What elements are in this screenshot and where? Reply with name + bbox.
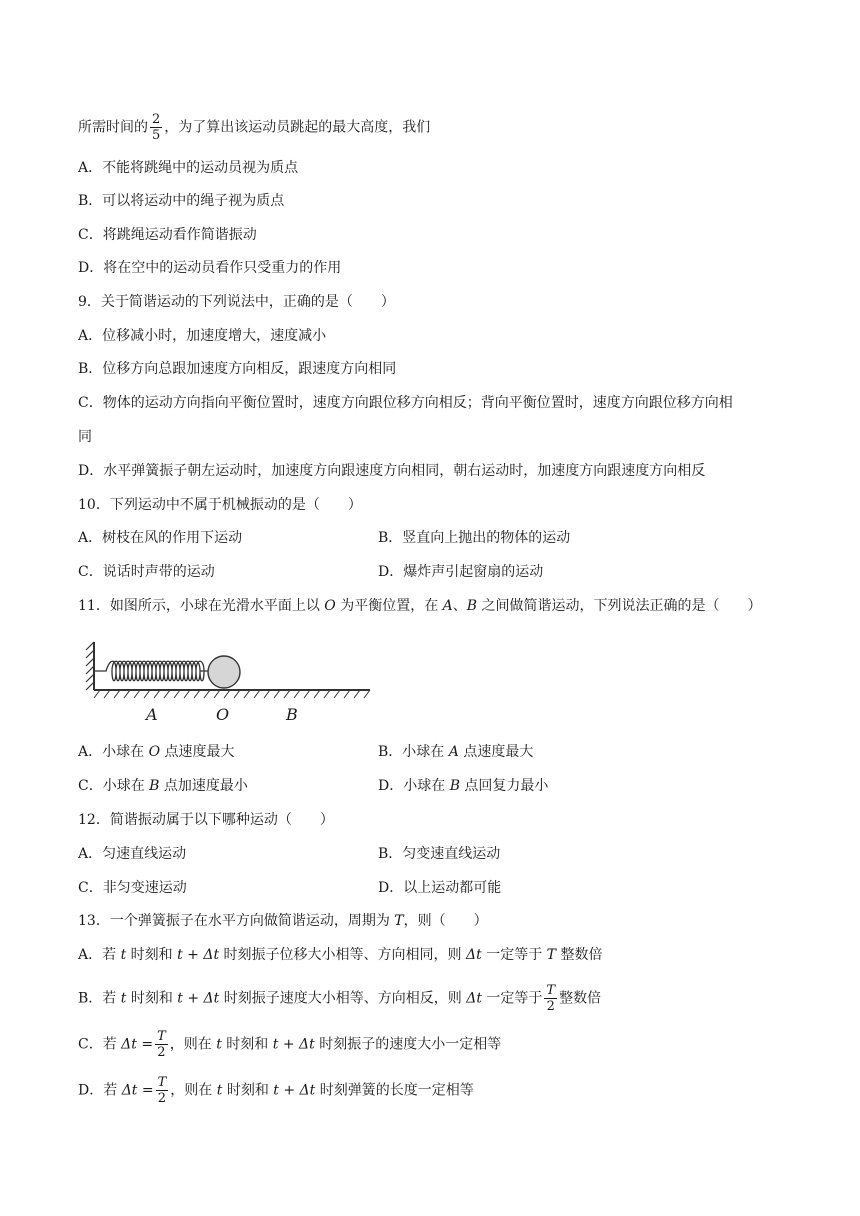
q13-a-text4: 一定等于 bbox=[481, 947, 547, 963]
q13-stem-part2: ，则（ ） bbox=[403, 913, 488, 929]
q13-c-var-t: t bbox=[216, 1036, 222, 1053]
q13-c-text4: 时刻振子的速度大小一定相等 bbox=[314, 1036, 502, 1053]
q12-option-c: C．非匀变速运动 bbox=[78, 880, 187, 896]
q8-stem bbox=[78, 112, 430, 143]
q11-stem-part1: 11．如图所示，小球在光滑水平面上以 bbox=[78, 598, 325, 614]
var-a: A bbox=[442, 598, 453, 614]
q11-stem-part3: 、 bbox=[452, 598, 467, 614]
q9-option-c-line1: C．物体的运动方向指向平衡位置时，速度方向跟位移方向相反；背向平衡位置时，速度方向跟位移方向相 bbox=[78, 395, 733, 411]
fraction-numerator: T bbox=[157, 1029, 166, 1044]
q11-b-pre: B．小球在 bbox=[378, 744, 449, 760]
q11-option-c bbox=[78, 776, 248, 796]
q13-option-d bbox=[78, 1075, 474, 1106]
q11-c-pre: C．小球在 bbox=[78, 778, 150, 794]
q13-b-text4: 一定等于 bbox=[481, 990, 543, 1007]
q9-option-a: A．位移减小时，加速度增大，速度减小 bbox=[78, 328, 327, 344]
q13-c-text3: 时刻和 bbox=[221, 1036, 273, 1053]
fraction-numerator: 2 bbox=[152, 112, 161, 127]
q13-stem bbox=[78, 911, 488, 931]
q10-option-a: A．树枝在风的作用下运动 bbox=[78, 530, 243, 546]
q8-option-b: B．可以将运动中的绳子视为质点 bbox=[78, 193, 285, 209]
q13-d-text1: D．若 bbox=[78, 1082, 122, 1099]
q13-b-expr: t + Δt bbox=[177, 990, 220, 1007]
q13-a-text2: 时刻和 bbox=[126, 947, 178, 963]
q13-a-dt: Δt bbox=[466, 947, 482, 963]
wall bbox=[86, 642, 94, 690]
q13-c-expr: t + Δt bbox=[272, 1036, 315, 1053]
figure-label-b: B bbox=[286, 705, 298, 724]
q8-stem-suffix: ，为了算出该运动员跳起的最大高度，我们 bbox=[164, 119, 431, 136]
q13-b-dt: Δt bbox=[466, 990, 482, 1007]
q13-option-b bbox=[78, 983, 601, 1014]
q11-a-pre: A．小球在 bbox=[78, 744, 149, 760]
q13-b-text5: 整数倍 bbox=[559, 990, 602, 1007]
ball bbox=[208, 656, 240, 688]
q13-d-text2: ，则在 bbox=[170, 1082, 217, 1099]
q10-stem: 10．下列运动中不属于机械振动的是（ ） bbox=[78, 497, 362, 513]
q11-d-var: B bbox=[449, 778, 460, 794]
q12-option-a: A．匀速直线运动 bbox=[78, 846, 187, 862]
q13-a-text5: 整数倍 bbox=[556, 947, 603, 963]
fraction-denominator: 5 bbox=[152, 128, 161, 143]
q13-option-a bbox=[78, 945, 602, 965]
q8-option-a: A．不能将跳绳中的运动员视为质点 bbox=[78, 160, 299, 176]
q13-d-var-t: t bbox=[216, 1082, 223, 1099]
figure-label-o: O bbox=[216, 705, 230, 724]
q13-c-text2: ，则在 bbox=[169, 1036, 217, 1053]
q12-option-d: D．以上运动都可能 bbox=[378, 880, 502, 896]
ground bbox=[94, 690, 370, 698]
fraction-numerator: T bbox=[157, 1075, 167, 1090]
q11-option-b bbox=[378, 742, 533, 762]
q11-b-post: 点速度最大 bbox=[458, 744, 534, 760]
q13-a-var-T: T bbox=[546, 947, 557, 963]
q11-a-var: O bbox=[148, 744, 161, 760]
fraction-numerator: T bbox=[546, 983, 556, 998]
var-b: B bbox=[466, 598, 478, 614]
q10-option-d: D．爆炸声引起窗扇的运动 bbox=[378, 564, 544, 580]
q11-a-post: 点速度最大 bbox=[160, 744, 235, 760]
q11-d-post: 点回复力最小 bbox=[459, 778, 549, 794]
q11-d-pre: D．小球在 bbox=[378, 778, 450, 794]
q11-option-d bbox=[378, 776, 548, 796]
q13-a-expr: t + Δt bbox=[177, 947, 220, 963]
q11-b-var: A bbox=[448, 744, 459, 760]
fraction-denominator: 2 bbox=[157, 1091, 167, 1106]
q12-stem: 12．简谐振动属于以下哪种运动（ ） bbox=[78, 812, 334, 828]
q9-option-d: D．水平弹簧振子朝左运动时，加速度方向跟速度方向相同，朝右运动时，加速度方向跟速度方向相反 bbox=[78, 463, 706, 479]
q13-c-text1: C．若 bbox=[78, 1036, 122, 1053]
fraction-t-over-2 bbox=[156, 1075, 169, 1106]
spring-ball-figure bbox=[84, 636, 384, 728]
q10-option-c: C．说话时声带的运动 bbox=[78, 564, 215, 580]
q11-stem-part4: 之间做简谐运动，下列说法正确的是（ ） bbox=[477, 598, 762, 614]
q13-a-text3: 时刻振子位移大小相等、方向相同，则 bbox=[219, 947, 467, 963]
q13-d-expr: t + Δt bbox=[273, 1082, 316, 1099]
figure-label-a: A bbox=[146, 705, 158, 724]
q13-c-eq: Δt = bbox=[121, 1036, 154, 1053]
fraction-two-fifths bbox=[150, 112, 162, 143]
q13-b-text2: 时刻和 bbox=[126, 990, 178, 1007]
q11-stem-part2: 为平衡位置，在 bbox=[335, 598, 443, 614]
q9-option-c-line2: 同 bbox=[78, 429, 92, 445]
q8-stem-prefix: 所需时间的 bbox=[78, 119, 148, 136]
q8-option-c: C．将跳绳运动看作简谐振动 bbox=[78, 227, 257, 243]
q10-option-b: B．竖直向上抛出的物体的运动 bbox=[378, 530, 571, 546]
q13-var-t: T bbox=[394, 913, 404, 929]
q12-option-b: B．匀变速直线运动 bbox=[378, 846, 501, 862]
q9-option-b: B．位移方向总跟加速度方向相反，跟速度方向相同 bbox=[78, 361, 397, 377]
spring-coil bbox=[94, 661, 208, 681]
q11-c-var: B bbox=[149, 778, 160, 794]
q13-a-var-t: t bbox=[120, 947, 127, 963]
var-o: O bbox=[324, 598, 336, 614]
q13-d-eq: Δt = bbox=[121, 1082, 154, 1099]
q13-a-text1: A．若 bbox=[78, 947, 121, 963]
fraction-t-over-2 bbox=[155, 1029, 168, 1060]
q13-b-var-t: t bbox=[120, 990, 127, 1007]
q11-c-post: 点加速度最小 bbox=[159, 778, 248, 794]
q9-stem: 9．关于简谐运动的下列说法中，正确的是（ ） bbox=[78, 294, 395, 310]
q11-option-a bbox=[78, 742, 235, 762]
q13-stem-part1: 13．一个弹簧振子在水平方向做简谐运动，周期为 bbox=[78, 913, 395, 929]
q13-d-text4: 时刻弹簧的长度一定相等 bbox=[315, 1082, 474, 1099]
q13-option-c bbox=[78, 1029, 501, 1060]
q8-option-d: D．将在空中的运动员看作只受重力的作用 bbox=[78, 260, 342, 276]
q13-b-text3: 时刻振子速度大小相等、方向相反，则 bbox=[219, 990, 467, 1007]
q13-b-text1: B．若 bbox=[78, 990, 121, 1007]
fraction-denominator: 2 bbox=[546, 999, 555, 1014]
q13-d-text3: 时刻和 bbox=[222, 1082, 274, 1099]
fraction-denominator: 2 bbox=[157, 1045, 166, 1060]
fraction-t-over-2 bbox=[544, 983, 557, 1014]
q11-stem bbox=[78, 596, 762, 616]
